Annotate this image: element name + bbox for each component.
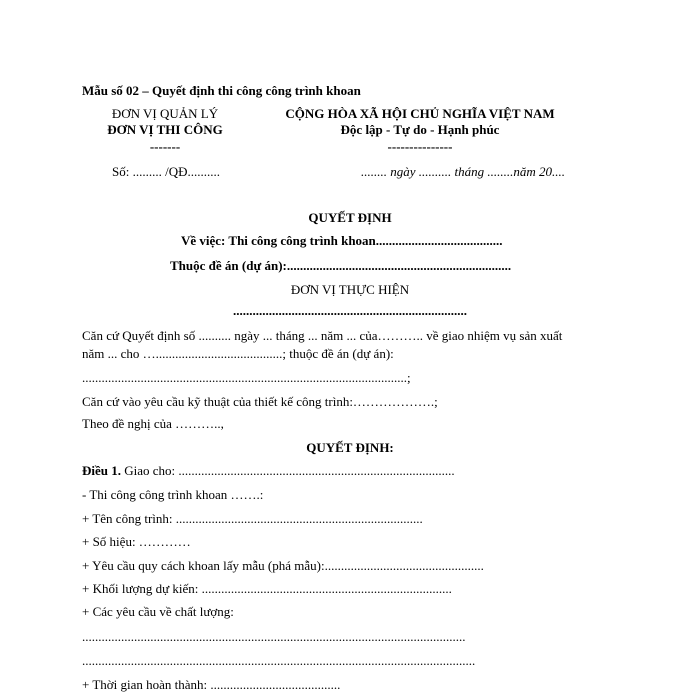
basis-line-4: Căn cứ vào yêu cầu kỹ thuật của thiết kế công trình:……………….; <box>82 394 438 409</box>
article-1-label: Điều 1. <box>82 463 121 478</box>
decision-project: Thuộc đề án (dự án):..................................................................... <box>170 258 512 273</box>
article-item: + Tên công trình: ............................................................................ <box>82 511 423 526</box>
article-item: + Thời gian hoàn thành: ........................................ <box>82 677 341 692</box>
country-name: CỘNG HÒA XÃ HỘI CHỦ NGHĨA VIỆT NAM <box>285 106 555 121</box>
decides-heading: QUYẾT ĐỊNH: <box>306 440 394 455</box>
article-item: + Số hiệu: ………… <box>82 534 191 549</box>
decision-subject: Về việc: Thi công công trình khoan....................................... <box>181 233 503 248</box>
basis-line-1: Căn cứ Quyết định số .......... ngày ... tháng ... năm ... của……….. về giao nhiệm vụ sản xuất <box>82 328 563 343</box>
article-item: ...................................................................................................................... <box>82 629 466 644</box>
document-number: Số: ......... /QĐ.......... <box>112 164 220 179</box>
decision-title: QUYẾT ĐỊNH <box>308 210 392 225</box>
article-item: + Các yêu cầu về chất lượng: <box>82 604 234 619</box>
article-item: + Yêu cầu quy cách khoan lấy mẫu (phá mẫu):................................................. <box>82 558 484 573</box>
date-line: ........ ngày .......... tháng ........năm 20.... <box>361 164 566 179</box>
managing-unit-label: ĐƠN VỊ QUẢN LÝ <box>111 106 219 121</box>
left-header-rule: ------- <box>149 139 181 154</box>
article-item: - Thi công công trình khoan …….: <box>82 487 264 502</box>
article-1-text: Giao cho: ..................................................................................... <box>121 463 455 478</box>
article-item: + Khối lượng dự kiến: ............................................................................. <box>82 581 452 596</box>
article-item: ......................................................................................................................... <box>82 653 476 668</box>
executing-unit-dots: ........................................................................ <box>233 303 467 318</box>
form-title: Mẫu số 02 – Quyết định thi công công trình khoan <box>82 83 361 98</box>
construction-unit-label: ĐƠN VỊ THI CÔNG <box>107 122 223 137</box>
article-1-line <box>82 463 455 479</box>
basis-line-2: năm ... cho ….......................................; thuộc đề án (dự án): <box>82 346 394 361</box>
right-header-rule: --------------- <box>387 139 453 154</box>
basis-line-5: Theo đề nghị của ……….., <box>82 416 224 431</box>
national-motto: Độc lập - Tự do - Hạnh phúc <box>340 122 500 137</box>
basis-line-3: ....................................................................................................; <box>82 370 411 385</box>
executing-unit-heading: ĐƠN VỊ THỰC HIỆN <box>290 282 410 297</box>
